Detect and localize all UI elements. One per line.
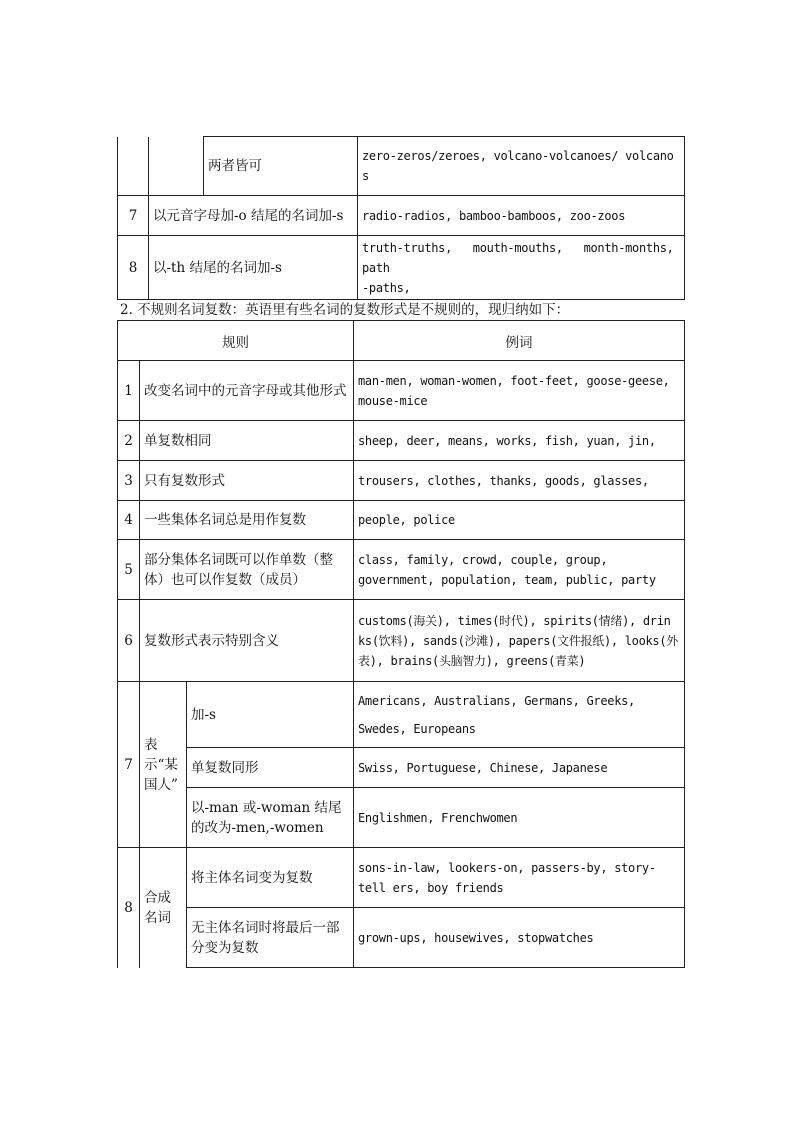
rule-cell: 无主体名词时将最后一部分变为复数 [187,908,354,968]
example-cell: sheep, deer, means, works, fish, yuan, jin, [354,421,685,461]
rule-cell: 以元音字母加-o 结尾的名词加-s [149,196,358,236]
row-number: 5 [118,540,140,600]
rule-cell: 部分集体名词既可以作单数（整体）也可以作复数（成员） [140,540,354,600]
example-cell [358,137,685,196]
example-cell: Americans, Australians, Germans, Greeks, Swedes, Europeans [354,682,685,748]
section-intro-text: 2. 不规则名词复数：英语里有些名词的复数形式是不规则的，现归纳如下： [120,302,570,318]
row-number: 8 [118,236,149,300]
row-number: 8 [118,848,140,968]
example-cell: class, family, crowd, couple, group, government, population, team, public, party [354,540,685,600]
example-cell [358,236,685,300]
table-cell-empty [149,137,204,196]
example-line: path [362,260,390,275]
rule-cell: 将主体名词变为复数 [187,848,354,908]
rule-cell: 单复数同形 [187,748,354,788]
example-cell: trousers, clothes, thanks, goods, glasses, [354,461,685,501]
row-number: 7 [118,196,149,236]
table-cell-empty [118,137,149,196]
example-line: truth-truths, mouth-mouths, month-months, [362,240,674,255]
example-line: s [362,169,369,183]
rule-cell: 以-th 结尾的名词加-s [149,236,358,300]
rule-cell: 一些集体名词总是用作复数 [140,501,354,540]
rule-cell: 单复数相同 [140,421,354,461]
row-number: 3 [118,461,140,501]
example-line: -paths, [362,280,411,295]
example-cell: Englishmen, Frenchwomen [354,788,685,848]
group-label: 合成名词 [140,848,187,968]
example-cell: Swiss, Portuguese, Chinese, Japanese [354,748,685,788]
rule-cell: 加-s [187,682,354,748]
row-number: 7 [118,682,140,848]
example-cell: customs(海关), times(时代), spirits(情绪), drin ks(饮料), sands(沙滩), papers(文件报纸), looks(外表), brains(头脑智力), greens(青菜) [354,600,685,682]
example-cell: people, police [354,501,685,540]
example-cell: radio-radios, bamboo-bamboos, zoo-zoos [358,196,685,236]
rule-cell: 以-man 或-woman 结尾的改为-men,-women [187,788,354,848]
row-number: 6 [118,600,140,682]
rule-cell: 只有复数形式 [140,461,354,501]
row-number: 1 [118,361,140,421]
example-line: zero-zeros/zeroes, volcano-volcanoes/ volcano [362,149,674,163]
regular-plural-table-continuation [117,136,685,300]
example-cell: sons-in-law, lookers-on, passers-by, story-tell ers, boy friends [354,848,685,908]
group-label: 表示“某国人” [140,682,187,848]
example-cell: grown-ups, housewives, stopwatches [354,908,685,968]
rule-cell: 改变名词中的元音字母或其他形式 [140,361,354,421]
header-rule: 规则 [118,321,354,361]
example-cell: man-men, woman-women, foot-feet, goose-geese, mouse-mice [354,361,685,421]
irregular-plural-table [117,320,685,968]
header-example: 例词 [354,321,685,361]
rule-cell: 复数形式表示特别含义 [140,600,354,682]
rule-cell: 两者皆可 [204,137,358,196]
row-number: 4 [118,501,140,540]
row-number: 2 [118,421,140,461]
